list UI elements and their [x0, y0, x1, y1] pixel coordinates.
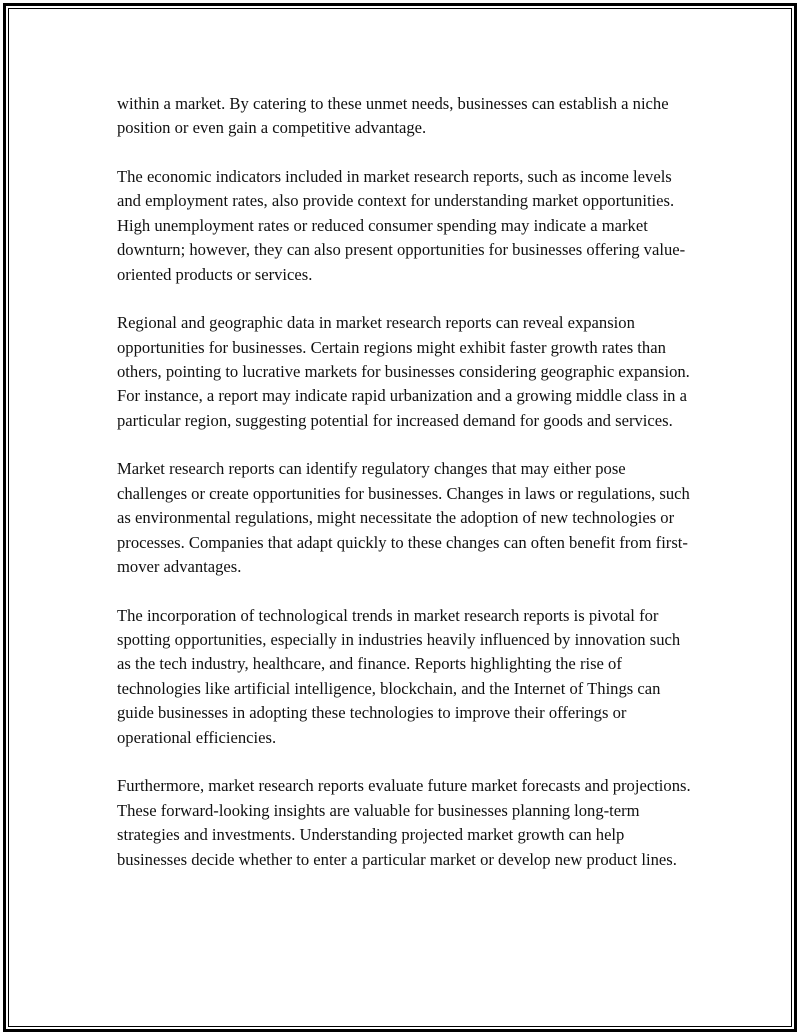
document-body [117, 92, 692, 896]
paragraph-regulatory-changes: Market research reports can identify regulatory changes that may either pose challenges or create opportunities for businesses. Changes in laws or regulations, such as environmental regulations, might necessitate the adoption of new technologies or processes. Companies that adapt quickly to these changes can often benefit from first-mover advantages. [117, 459, 690, 577]
paragraph-market-forecasts: Furthermore, market research reports evaluate future market forecasts and projections. These forward-looking insights are valuable for businesses planning long-term strategies and investments. Understanding projected market growth can help businesses decide whether to enter a particular market or develop new product lines. [117, 776, 691, 869]
paragraph-economic-indicators: The economic indicators included in market research reports, such as income levels and employment rates, also provide context for understanding market opportunities. High unemployment rates or reduced consumer spending may indicate a market downturn; however, they can also present opportunities for businesses offering value-oriented products or services. [117, 167, 686, 284]
paragraph-technological-trends: The incorporation of technological trends in market research reports is pivotal for spotting opportunities, especially in industries heavily influenced by innovation such as the tech industry, healthcare, and finance. Reports highlighting the rise of technologies like artificial intelligence, blockchain, and the Internet of Things can guide businesses in adopting these technologies to improve their offerings or operational efficiencies. [117, 605, 681, 747]
paragraph-unmet-needs: within a market. By catering to these unmet needs, businesses can establish a niche position or even gain a competitive advantage. [117, 94, 669, 138]
paragraph-regional-data: Regional and geographic data in market research reports can reveal expansion opportunities for businesses. Certain regions might exhibit faster growth rates than others, pointing to lucrative markets for businesses considering geographic expansion. For instance, a report may indicate rapid urbanization and a growing middle class in a particular region, suggesting potential for increased demand for goods and services. [117, 313, 690, 430]
